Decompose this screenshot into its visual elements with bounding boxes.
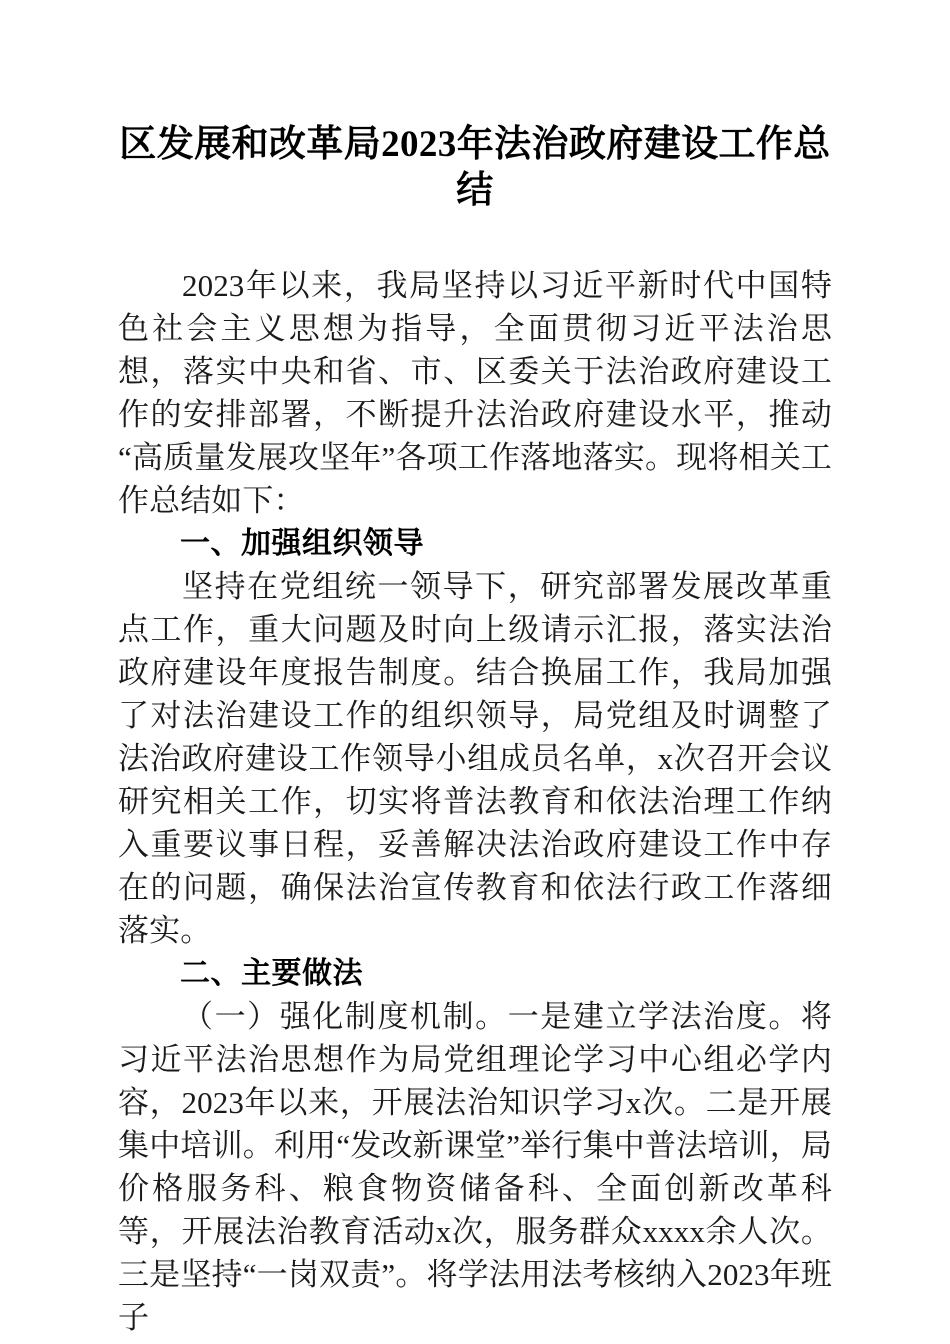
section-two-paragraph-one: （一）强化制度机制。一是建立学法治度。将习近平法治思想作为局党组理论学习中心组必学内容，2023年以来，开展法治知识学习x次。二是开展集中培训。利用“发改新课堂”举行集中普法培训，局价格服务科、粮食物资储备科、全面创新改革科等，开展法治教育活动x次，服务群众xxxx余人次。三是坚持“一岗双责”。将学法用法考核纳入2023年班子 [118,999,832,1335]
title-body-spacer [118,214,832,264]
document-body [118,0,832,1339]
section-one-paragraph: 坚持在党组统一领导下，研究部署发展改革重点工作，重大问题及时向上级请示汇报，落实法治政府建设年度报告制度。结合换届工作，我局加强了对法治建设工作的组织领导，局党组及时调整了法治政府建设工作领导小组成员名单，x次召开会议研究相关工作，切实将普法教育和依法治理工作纳入重要议事日程，妥善解决法治政府建设工作中存在的问题，确保法治宣传教育和依法行政工作落细落实。 [118,569,832,948]
page-title: 区发展和改革局2023年法治政府建设工作总结 [119,124,831,211]
intro-paragraph: 2023年以来，我局坚持以习近平新时代中国特色社会主义思想为指导，全面贯彻习近平法治思想，落实中央和省、市、区委关于法治政府建设工作的安排部署，不断提升法治政府建设水平，推动“高质量发展攻坚年”各项工作落地落实。现将相关工作总结如下： [118,268,832,518]
section-heading-one: 一、加强组织领导 [180,527,424,560]
section-heading-two: 二、主要做法 [180,957,363,990]
